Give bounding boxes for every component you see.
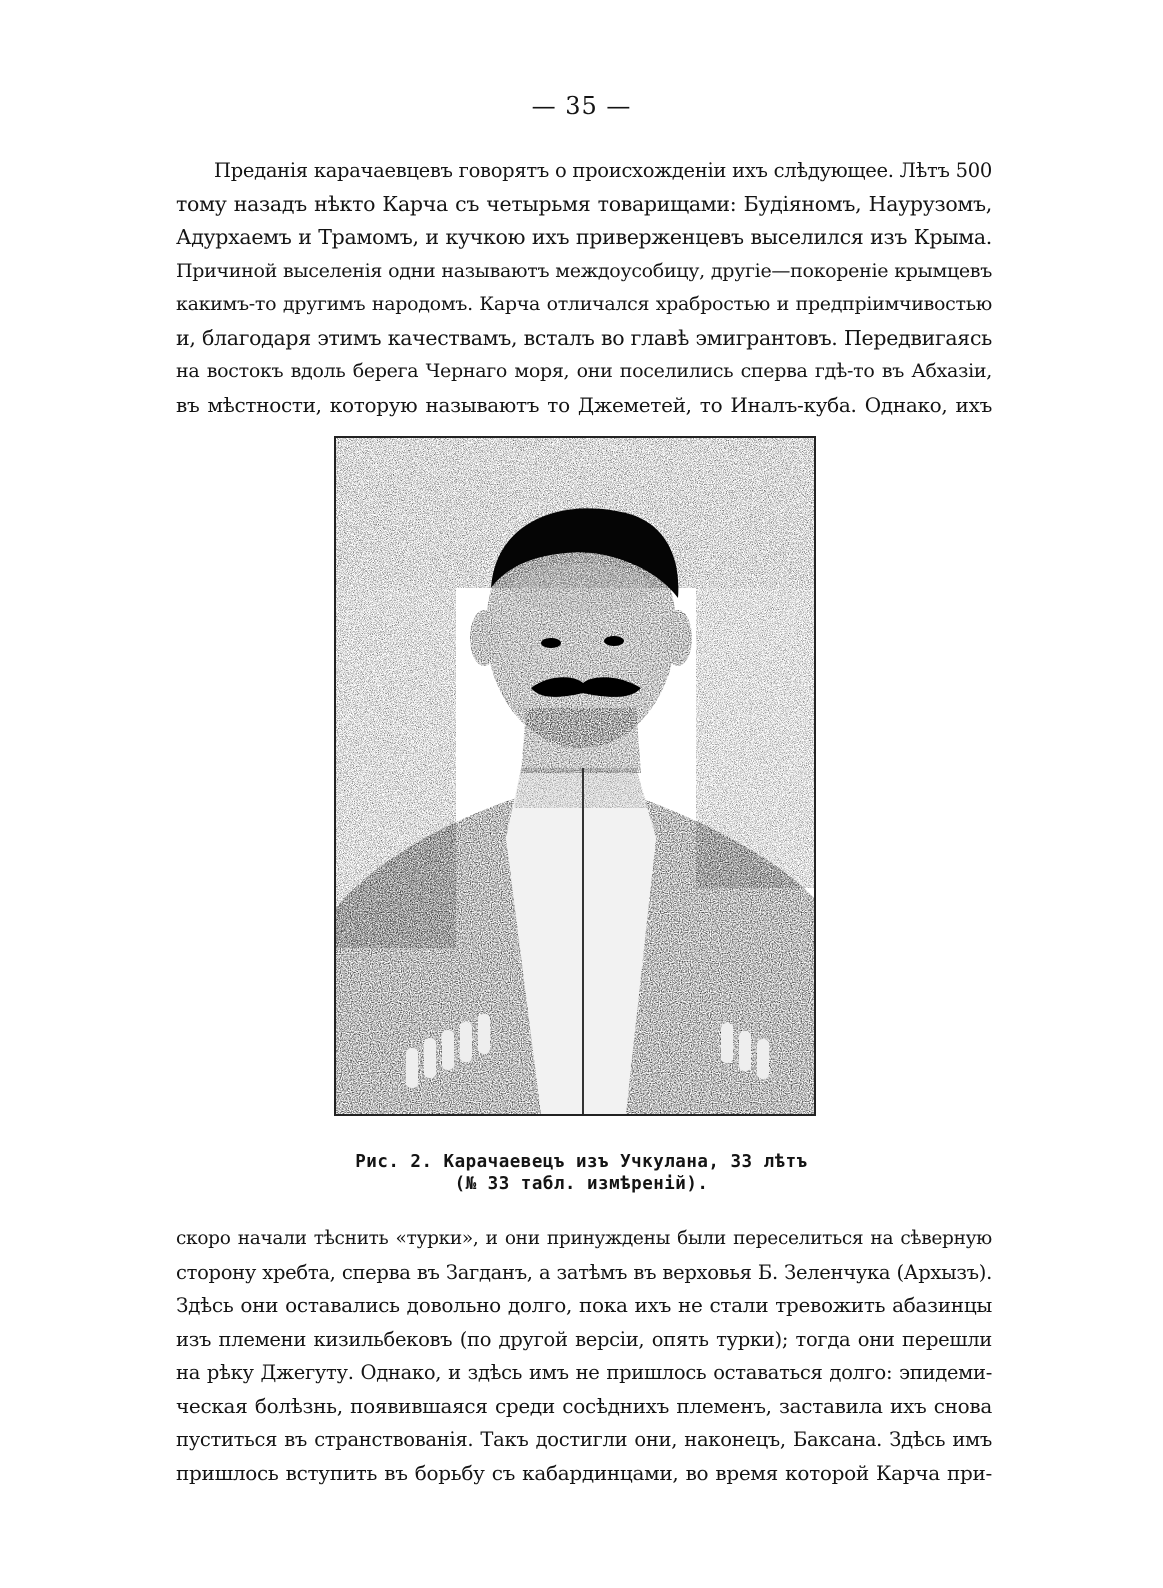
portrait-figure [334, 436, 816, 1116]
text-line: скоро начали тѣснить «турки», и они принуждены были переселиться на сѣверную [176, 1228, 992, 1249]
text-line: какимъ-то другимъ народомъ. Карча отличался храбростью и предпріимчивостью [176, 293, 992, 315]
text-line: пришлось вступить въ борьбу съ кабардинцами, во время которой Карча при- [176, 1460, 992, 1485]
text-line: на рѣку Джегуту. Однако, и здѣсь имъ не пришлось оставаться долго: эпидеми- [176, 1361, 992, 1384]
text-line: Адурхаемъ и Трамомъ, и кучкою ихъ приверженцевъ выселился изъ Крыма. [176, 225, 992, 249]
text-line: сторону хребта, сперва въ Загданъ, а затѣмъ въ верховья Б. Зеленчука (Архызъ). [176, 1260, 992, 1284]
text-line: Причиной выселенія одни называютъ междоусобицу, другіе—покореніе крымцевъ [176, 259, 992, 282]
figure-caption-line-2: (№ 33 табл. измѣреній). [454, 1174, 709, 1194]
text-line: ческая болѣзнь, появившаяся среди сосѣднихъ племенъ, заставила ихъ снова [176, 1393, 992, 1418]
text-line: Преданія карачаевцевъ говорятъ о происхожденіи ихъ слѣдующее. Лѣтъ 500 [214, 159, 992, 182]
text-line: пуститься въ странствованія. Такъ достигли они, наконецъ, Баксана. Здѣсь имъ [176, 1428, 992, 1451]
text-line: тому назадъ нѣкто Карча съ четырьмя товарищами: Будіяномъ, Наурузомъ, [176, 191, 992, 216]
text-line: на востокъ вдоль берега Чернаго моря, они поселились сперва гдѣ-то въ Абхазіи, [176, 360, 992, 382]
paragraph-top [176, 154, 992, 422]
page-number: — 35 — [531, 92, 632, 120]
text-line: въ мѣстности, которую называютъ то Джеметей, то Иналъ-куба. Однако, ихъ [176, 392, 992, 417]
text-line: изъ племени кизильбековъ (по другой версіи, опять турки); тогда они перешли [176, 1327, 992, 1351]
portrait-illustration [336, 438, 814, 1114]
paragraph-bottom [176, 1222, 992, 1490]
text-line: и, благодаря этимъ качествамъ, всталъ во главѣ эмигрантовъ. Передвигаясь [176, 325, 992, 350]
left-eye [541, 638, 561, 648]
figure-caption-line-1: Рис. 2. Карачаевецъ изъ Учкулана, 33 лѣтъ [355, 1152, 808, 1172]
text-line: Здѣсь они оставались довольно долго, пока ихъ не стали тревожить абазинцы [176, 1293, 992, 1317]
right-eye [604, 636, 624, 646]
